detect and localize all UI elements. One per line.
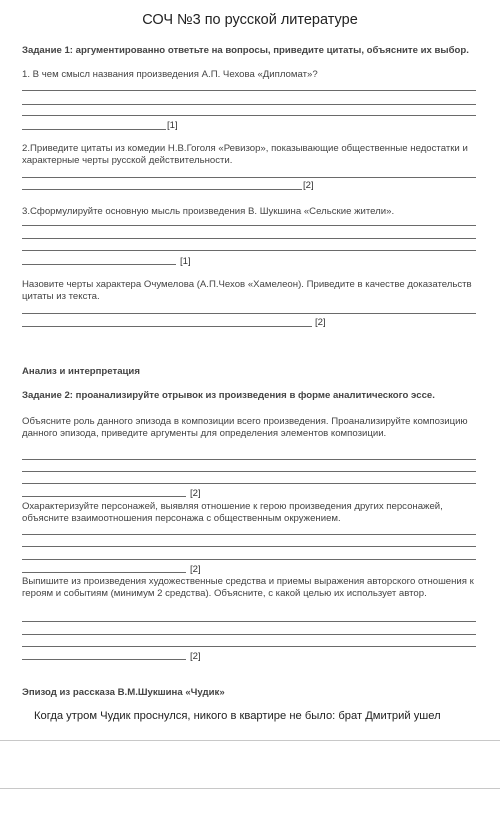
- answer-line: [22, 546, 476, 547]
- section-heading-analysis: Анализ и интерпретация: [22, 366, 140, 377]
- answer-line: [22, 621, 476, 622]
- answer-line: [22, 659, 186, 660]
- score-q3: [1]: [180, 256, 191, 267]
- answer-line: [22, 115, 476, 116]
- answer-line: [22, 189, 302, 190]
- answer-line: [22, 634, 476, 635]
- task2-question-3: Выпишите из произведения художественные средства и приемы выражения авторского отношения к героям и событиям (минимум 2 средства). Объясните, с какой целью их использует автор.: [22, 576, 474, 599]
- answer-line: [22, 326, 312, 327]
- score-task2-q3: [2]: [190, 651, 201, 662]
- answer-line: [22, 264, 176, 265]
- task1-heading: Задание 1: аргументированно ответьте на вопросы, приведите цитаты, объясните их выбор.: [22, 45, 469, 56]
- answer-line: [22, 534, 476, 535]
- answer-line: [22, 177, 476, 178]
- task2-heading: Задание 2: проанализируйте отрывок из произведения в форме аналитического эссе.: [22, 390, 435, 401]
- answer-line: [22, 459, 476, 460]
- answer-line: [22, 90, 476, 91]
- answer-line: [22, 471, 476, 472]
- episode-heading: Эпизод из рассказа В.М.Шукшина «Чудик»: [22, 687, 225, 698]
- score-q4: [2]: [315, 317, 326, 328]
- answer-line: [22, 104, 476, 105]
- task2-question-1: Объясните роль данного эпизода в композиции всего произведения. Проанализируйте композицию данного эпизода, приведите аргументы для определения элементов композиции.: [22, 416, 468, 439]
- answer-line: [22, 313, 476, 314]
- score-task2-q1: [2]: [190, 488, 201, 499]
- score-task2-q2: [2]: [190, 564, 201, 575]
- answer-line: [22, 225, 476, 226]
- answer-line: [22, 559, 476, 560]
- page-title: СОЧ №3 по русской литературе: [142, 12, 358, 28]
- score-q2: [2]: [303, 180, 314, 191]
- task1-question-4: Назовите черты характера Очумелова (А.П.Чехов «Хамелеон). Приведите в качестве доказательств цитаты из текста.: [22, 279, 472, 302]
- answer-line: [22, 238, 476, 239]
- task1-question-3: 3.Сформулируйте основную мысль произведения В. Шукшина «Сельские жители».: [22, 206, 395, 217]
- score-q1: [1]: [167, 120, 178, 131]
- task1-question-2: 2.Приведите цитаты из комедии Н.В.Гоголя «Ревизор», показывающие общественные недостатки и характерные черты русской действительности.: [22, 143, 468, 166]
- answer-line: [22, 250, 476, 251]
- answer-line: [22, 646, 476, 647]
- episode-text: Когда утром Чудик проснулся, никого в квартире не было: брат Дмитрий ушел: [34, 710, 441, 722]
- answer-line: [22, 483, 476, 484]
- page-divider: [0, 788, 500, 789]
- task1-question-1: 1. В чем смысл названия произведения А.П. Чехова «Дипломат»?: [22, 69, 318, 80]
- page-divider: [0, 740, 500, 741]
- answer-line: [22, 572, 186, 573]
- task2-question-2: Охарактеризуйте персонажей, выявляя отношение к герою произведения других персонажей, объясните взаимоотношения персонажа с общественным окружением.: [22, 501, 443, 524]
- answer-line: [22, 496, 186, 497]
- answer-line: [22, 129, 166, 130]
